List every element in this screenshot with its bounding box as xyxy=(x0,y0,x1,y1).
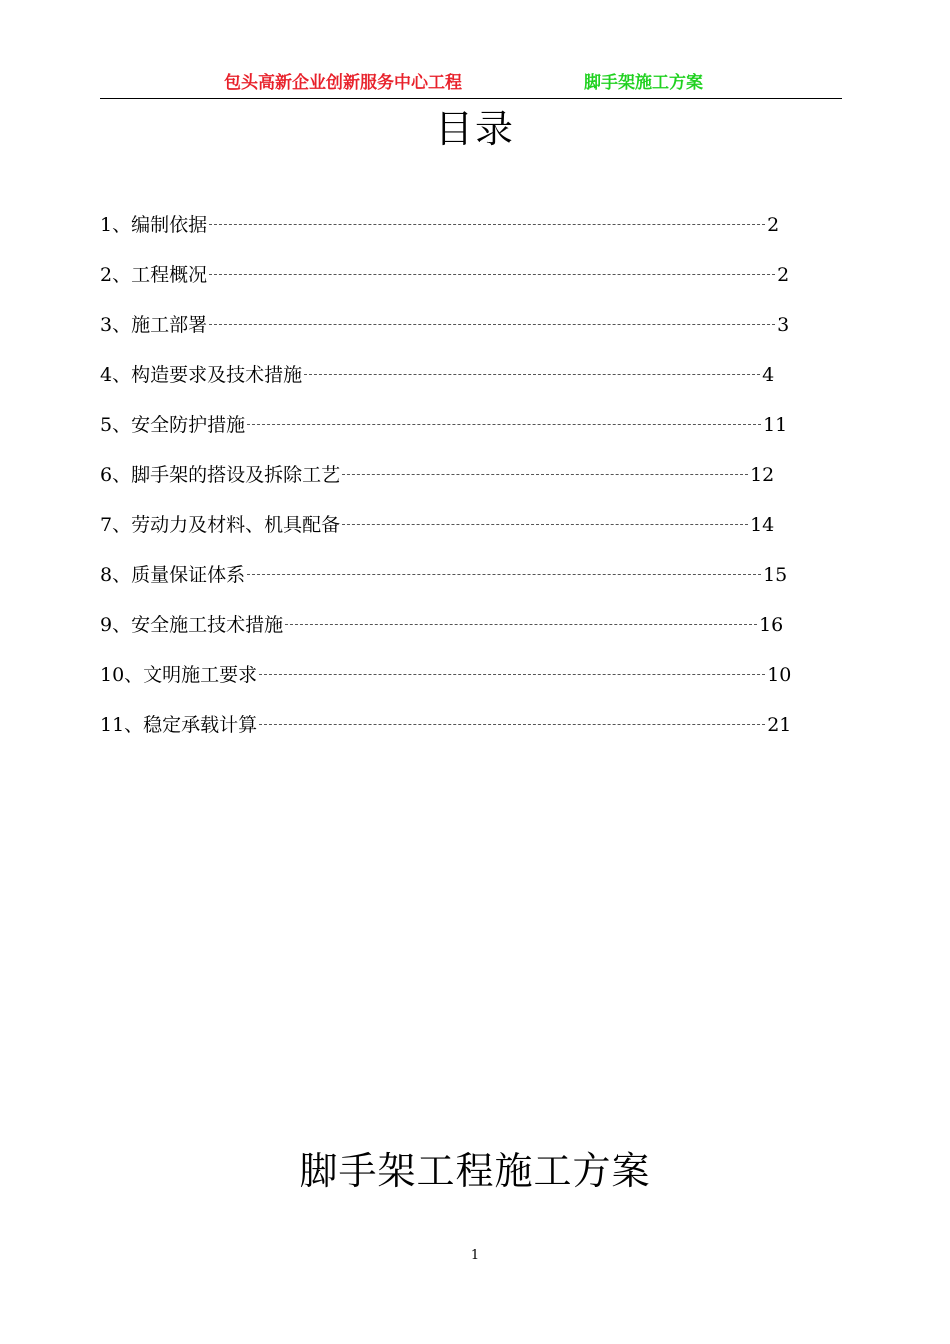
document-title: 脚手架工程施工方案 xyxy=(299,1149,651,1193)
toc-item[interactable] xyxy=(100,710,840,740)
toc-item-page: 15 xyxy=(763,564,788,586)
page-header xyxy=(100,64,842,99)
toc-leader xyxy=(342,524,748,525)
toc-item[interactable] xyxy=(100,310,840,340)
toc-item-label: 2、工程概况 xyxy=(100,264,208,286)
toc-list xyxy=(100,210,840,760)
toc-item-page: 3 xyxy=(777,314,790,336)
page-number: 1 xyxy=(470,1248,480,1263)
toc-item-label: 11、稳定承载计算 xyxy=(100,714,258,736)
toc-item[interactable] xyxy=(100,510,840,540)
toc-item[interactable] xyxy=(100,660,840,690)
toc-item-page: 10 xyxy=(767,664,792,686)
toc-item-page: 14 xyxy=(750,514,775,536)
header-document-name: 脚手架施工方案 xyxy=(584,73,703,93)
toc-item-page: 2 xyxy=(777,264,790,286)
toc-item[interactable] xyxy=(100,360,840,390)
toc-leader xyxy=(342,474,748,475)
toc-item-page: 11 xyxy=(763,414,788,436)
toc-item[interactable] xyxy=(100,610,840,640)
toc-item-label: 8、质量保证体系 xyxy=(100,564,246,586)
toc-leader xyxy=(247,424,761,425)
toc-item-page: 4 xyxy=(762,364,775,386)
toc-item-label: 3、施工部署 xyxy=(100,314,208,336)
toc-item-label: 5、安全防护措施 xyxy=(100,414,246,436)
toc-item-page: 12 xyxy=(750,464,775,486)
toc-item-page: 16 xyxy=(759,614,784,636)
toc-leader xyxy=(285,624,757,625)
header-project-name: 包头高新企业创新服务中心工程 xyxy=(224,73,462,93)
toc-leader xyxy=(247,574,761,575)
toc-leader xyxy=(259,674,765,675)
toc-item[interactable] xyxy=(100,260,840,290)
toc-item[interactable] xyxy=(100,410,840,440)
toc-item-label: 4、构造要求及技术措施 xyxy=(100,364,303,386)
toc-item-page: 21 xyxy=(767,714,792,736)
toc-leader xyxy=(304,374,760,375)
toc-item-label: 9、安全施工技术措施 xyxy=(100,614,284,636)
toc-item-label: 10、文明施工要求 xyxy=(100,664,258,686)
toc-item-label: 6、脚手架的搭设及拆除工艺 xyxy=(100,464,341,486)
toc-item[interactable] xyxy=(100,210,840,240)
toc-item[interactable] xyxy=(100,560,840,590)
toc-leader xyxy=(259,724,765,725)
toc-leader xyxy=(209,274,775,275)
toc-leader xyxy=(209,324,775,325)
toc-item-label: 1、编制依据 xyxy=(100,214,208,236)
toc-leader xyxy=(209,224,765,225)
toc-item-page: 2 xyxy=(767,214,780,236)
toc-title: 目录 xyxy=(434,107,515,151)
toc-item[interactable] xyxy=(100,460,840,490)
toc-item-label: 7、劳动力及材料、机具配备 xyxy=(100,514,341,536)
